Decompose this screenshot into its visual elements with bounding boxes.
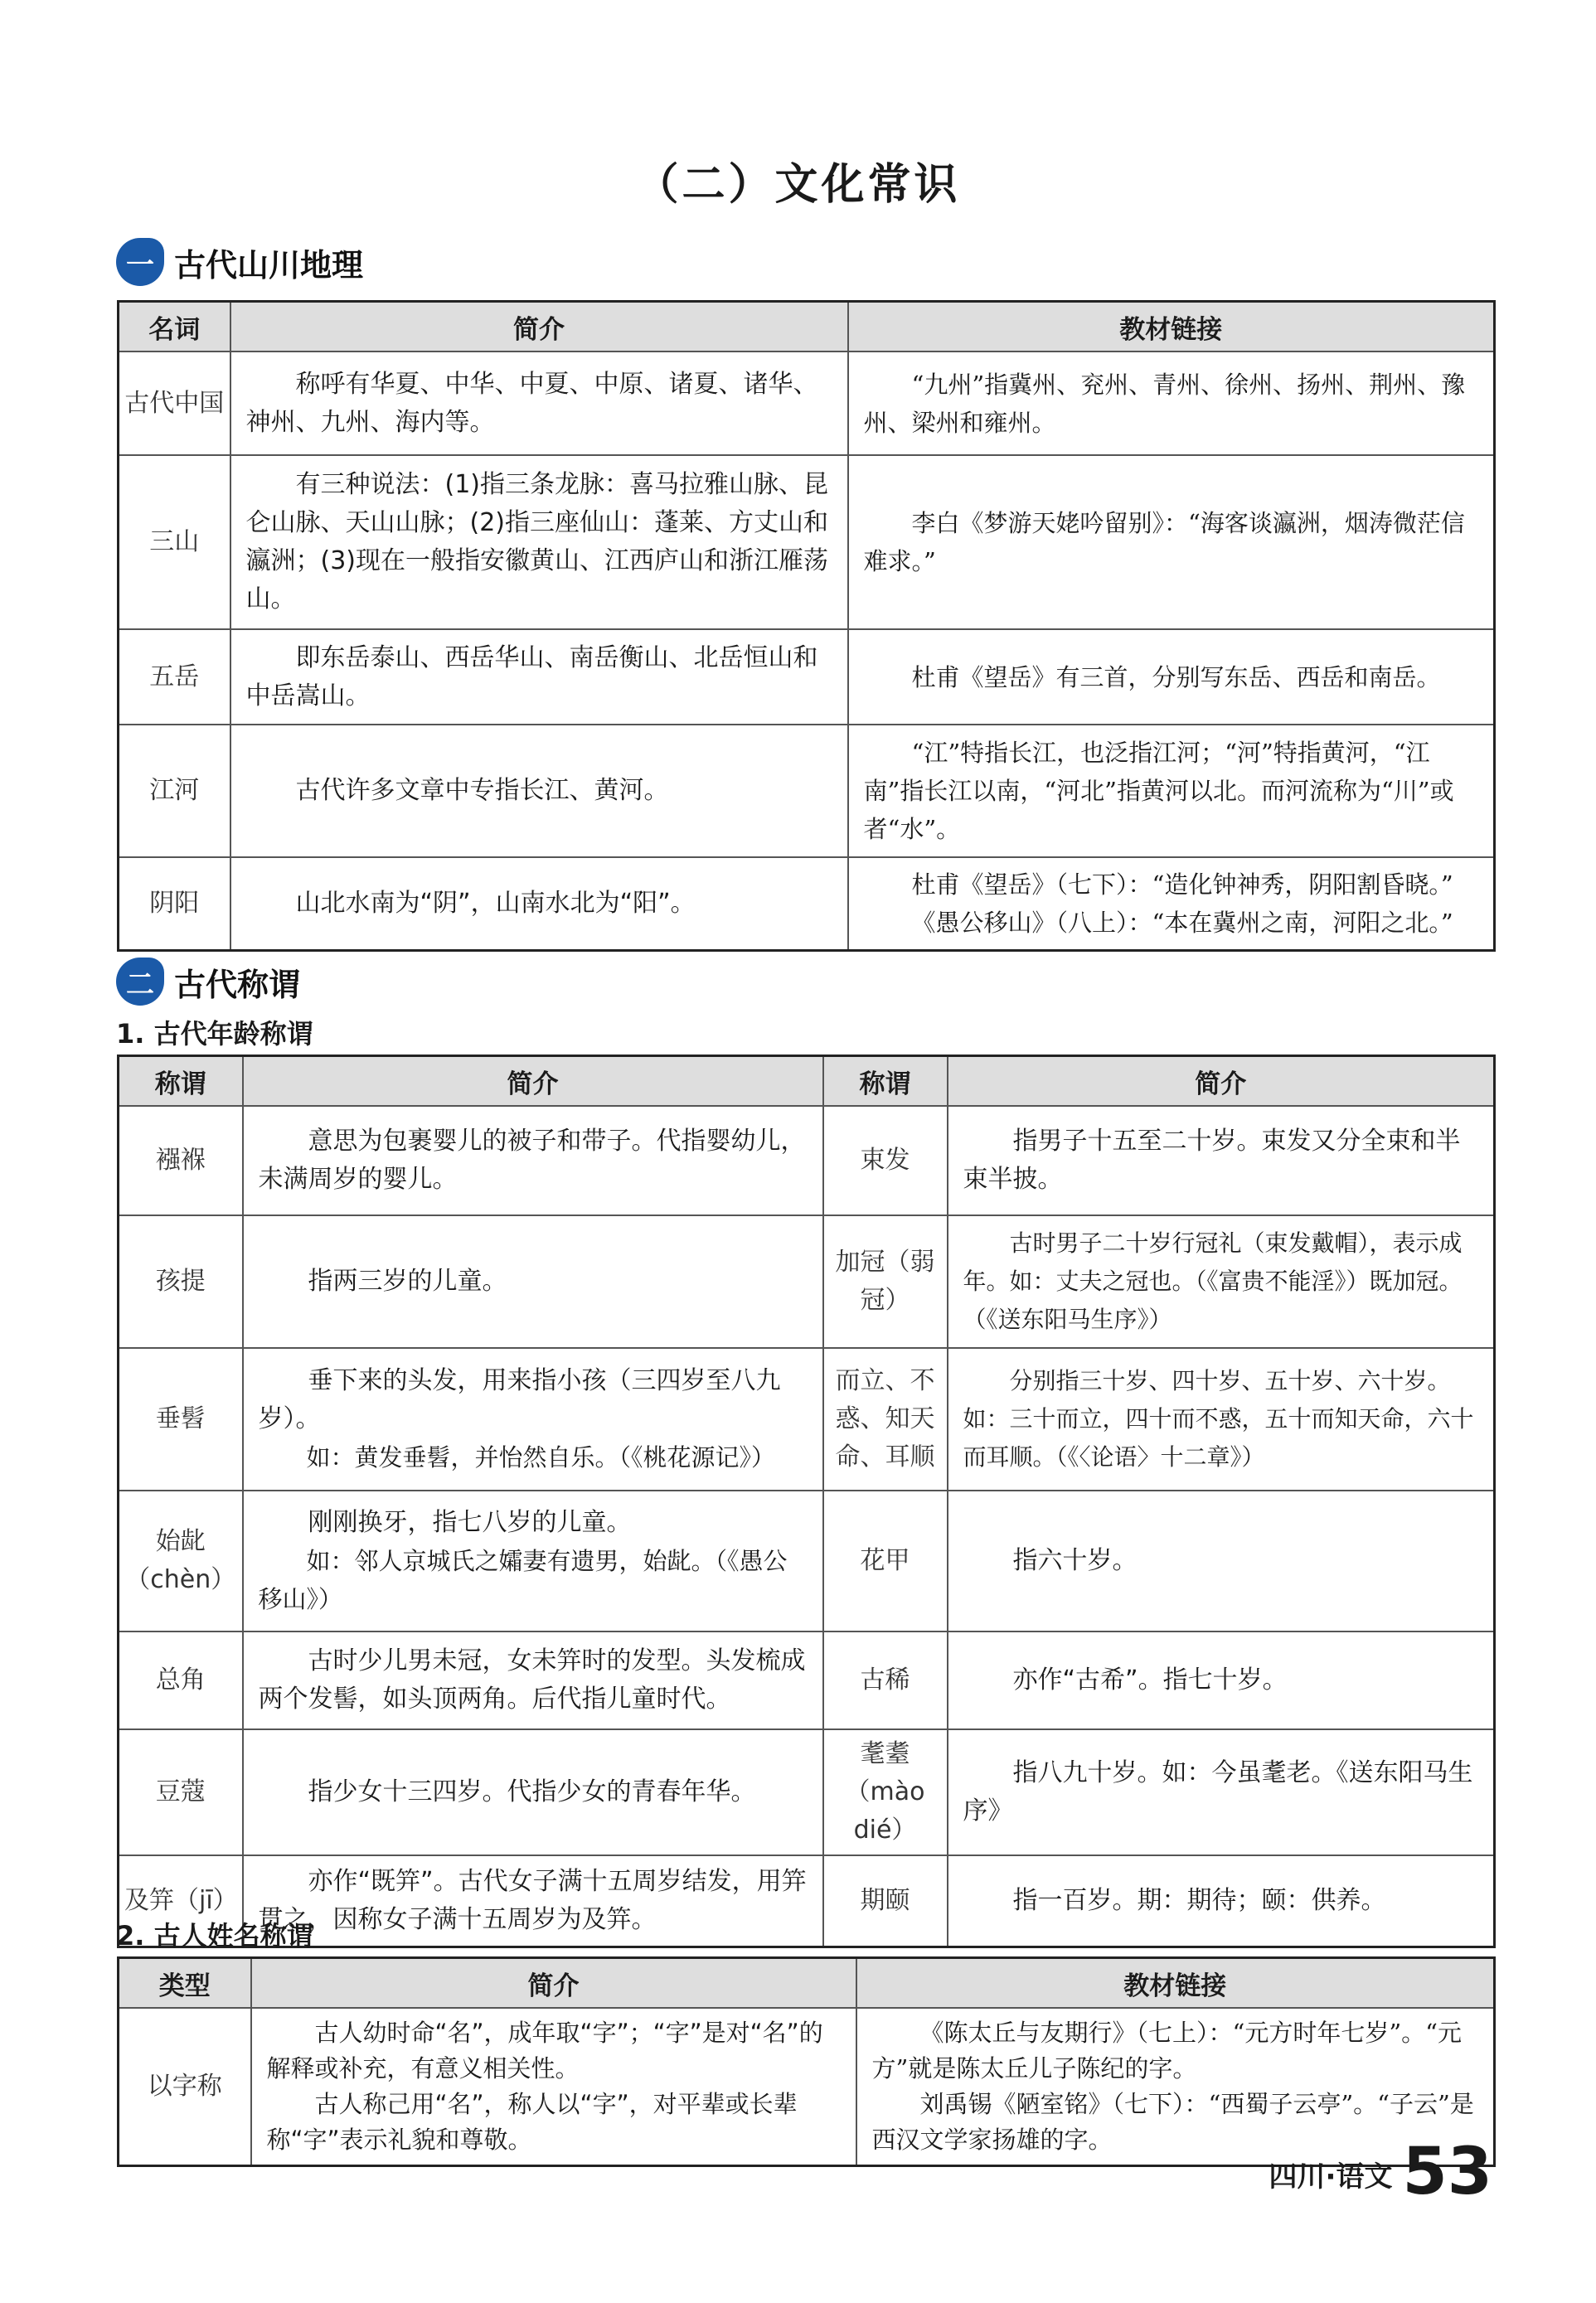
section-title: 古代山川地理 [174,246,364,284]
column-header: 称谓 [823,1056,948,1107]
section-number-badge: 二 [116,958,164,1006]
table-header-row [119,1958,1495,2009]
example-text: 如：黄发垂髫，并怡然自乐。（《桃花源记》） [306,1443,776,1471]
term-cell: 及笄（jī） [119,1855,243,1947]
page-number: 53 [1402,2135,1492,2209]
term-cell: 而立、不惑、知天命、耳顺 [823,1348,948,1491]
term-cell: 古代中国 [119,352,230,455]
table-header-row [119,1056,1495,1107]
intro-cell: 古时男子二十岁行冠礼（束发戴帽），表示成年。如：丈夫之冠也。（《富贵不能淫》）既加冠。（《送东阳马生序》） [948,1215,1495,1348]
intro-cell [243,1491,823,1631]
table-row [119,352,1495,455]
table-row [119,725,1495,857]
table-row [119,1631,1495,1729]
term-cell: 期颐 [823,1855,948,1947]
intro-cell: 指两三岁的儿童。 [243,1215,823,1348]
term-cell: 三山 [119,455,230,629]
column-header: 简介 [243,1056,823,1107]
type-cell: 以字称 [119,2008,251,2166]
intro-text: 刚刚换牙，指七八岁的儿童。 [308,1508,632,1537]
geography-table [117,300,1496,952]
subsection-title-names: 2. 古人姓名称谓 [116,1920,313,1951]
intro-cell: 有三种说法：(1)指三条龙脉：喜马拉雅山脉、昆仑山脉、天山山脉；(2)指三座仙山：蓬莱、方丈山和瀛洲；(3)现在一般指安徽黄山、江西庐山和浙江雁荡山。 [230,455,848,629]
intro-cell: 意思为包裹婴儿的被子和带子。代指婴幼儿，未满周岁的婴儿。 [243,1106,823,1215]
term-cell: 总角 [119,1631,243,1729]
intro-cell [243,1348,823,1491]
textbook-link-line: 刘禹锡《陋室铭》（七下）：“西蜀子云亭”。“子云”是西汉文学家扬雄的字。 [871,2090,1474,2154]
term-cell: 加冠（弱冠） [823,1215,948,1348]
intro-text: 古人幼时命“名”，成年取“字”；“字”是对“名”的解释或补充，有意义相关性。 [266,2019,823,2082]
column-header: 简介 [230,302,848,352]
term-cell: 始龀（chèn） [119,1491,243,1631]
term-cell: 阴阳 [119,857,230,950]
term-cell: 襁褓 [119,1106,243,1215]
page-title: （二）文化常识 [635,160,961,210]
name-title-table [117,1956,1496,2167]
intro-cell: 指六十岁。 [948,1491,1495,1631]
textbook-link-cell [856,2008,1495,2166]
intro-cell: 分别指三十岁、四十岁、五十岁、六十岁。如：三十而立，四十而不惑，五十而知天命，六十而耳顺。（《〈论语〉十二章》） [948,1348,1495,1491]
table-row [119,1491,1495,1631]
table-row [119,1215,1495,1348]
term-cell: 孩提 [119,1215,243,1348]
term-cell: 古稀 [823,1631,948,1729]
textbook-link-line: 杜甫《望岳》（七下）：“造化钟神秀，阴阳割昏晓。” [911,870,1453,899]
table-row [119,629,1495,725]
table-row [119,1348,1495,1491]
age-title-table [117,1055,1496,1948]
table-header-row [119,302,1495,352]
textbook-link-line: 《陈太丘与友期行》（七上）：“元方时年七岁”。“元方”就是陈太丘儿子陈纪的字。 [871,2019,1462,2082]
column-header: 称谓 [119,1056,243,1107]
intro-cell [251,2008,856,2166]
intro-cell: 亦作“既笄”。古代女子满十五周岁结发，用笄贯之，因称女子满十五周岁为及笄。 [243,1855,823,1947]
textbook-link-cell [848,857,1495,950]
term-cell: 花甲 [823,1491,948,1631]
intro-cell: 指八九十岁。如：今虽耄老。《送东阳马生序》 [948,1729,1495,1855]
section-heading-titles [116,957,300,1006]
term-cell: 束发 [823,1106,948,1215]
table-row [119,2008,1495,2166]
footer-label: 四川·语文 [1269,2160,1393,2194]
intro-cell: 指男子十五至二十岁。束发又分全束和半束半披。 [948,1106,1495,1215]
term-cell: 垂髫 [119,1348,243,1491]
column-header: 名词 [119,302,230,352]
textbook-link-line: 《愚公移山》（八上）：“本在冀州之南，河阳之北。” [911,908,1453,937]
textbook-link-cell: “江”特指长江，也泛指江河；“河”特指黄河，“江南”指长江以南，“河北”指黄河以北。而河流称为“川”或者“水”。 [848,725,1495,857]
intro-text: 垂下来的头发，用来指小孩（三四岁至八九岁）。 [258,1366,781,1433]
intro-cell: 古时少儿男未冠，女未笄时的发型。头发梳成两个发髻，如头顶两角。后代指儿童时代。 [243,1631,823,1729]
term-cell: 耄耋（mào dié） [823,1729,948,1855]
table-row [119,1729,1495,1855]
table-row [119,857,1495,950]
example-text: 如：邻人京城氏之孀妻有遗男，始龀。（《愚公移山》） [258,1547,788,1613]
table-row [119,455,1495,629]
column-header: 类型 [119,1958,251,2009]
term-cell: 五岳 [119,629,230,725]
table-row [119,1106,1495,1215]
section-title: 古代称谓 [174,966,301,1003]
column-header: 简介 [948,1056,1495,1107]
intro-cell: 称呼有华夏、中华、中夏、中原、诸夏、诸华、神州、九州、海内等。 [230,352,848,455]
column-header: 教材链接 [856,1958,1495,2009]
intro-cell: 指一百岁。期：期待；颐：供养。 [948,1855,1495,1947]
column-header: 教材链接 [848,302,1495,352]
intro-cell: 山北水南为“阴”，山南水北为“阳”。 [230,857,848,950]
intro-cell: 亦作“古希”。指七十岁。 [948,1631,1495,1729]
intro-text: 古人称己用“名”，称人以“字”，对平辈或长辈称“字”表示礼貌和尊敬。 [266,2090,798,2154]
term-cell: 江河 [119,725,230,857]
page-footer [1269,2135,1492,2209]
section-heading-geography [116,237,363,287]
column-header: 简介 [251,1958,856,2009]
subsection-title-age: 1. 古代年龄称谓 [116,1018,313,1050]
intro-cell: 即东岳泰山、西岳华山、南岳衡山、北岳恒山和中岳嵩山。 [230,629,848,725]
section-number-badge: 一 [116,238,164,286]
textbook-link-cell: 杜甫《望岳》有三首，分别写东岳、西岳和南岳。 [848,629,1495,725]
intro-cell: 指少女十三四岁。代指少女的青春年华。 [243,1729,823,1855]
term-cell: 豆蔻 [119,1729,243,1855]
intro-cell: 古代许多文章中专指长江、黄河。 [230,725,848,857]
textbook-link-cell: 李白《梦游天姥吟留别》：“海客谈瀛洲，烟涛微茫信难求。” [848,455,1495,629]
table-row [119,1855,1495,1947]
textbook-link-cell: “九州”指冀州、兖州、青州、徐州、扬州、荆州、豫州、梁州和雍州。 [848,352,1495,455]
